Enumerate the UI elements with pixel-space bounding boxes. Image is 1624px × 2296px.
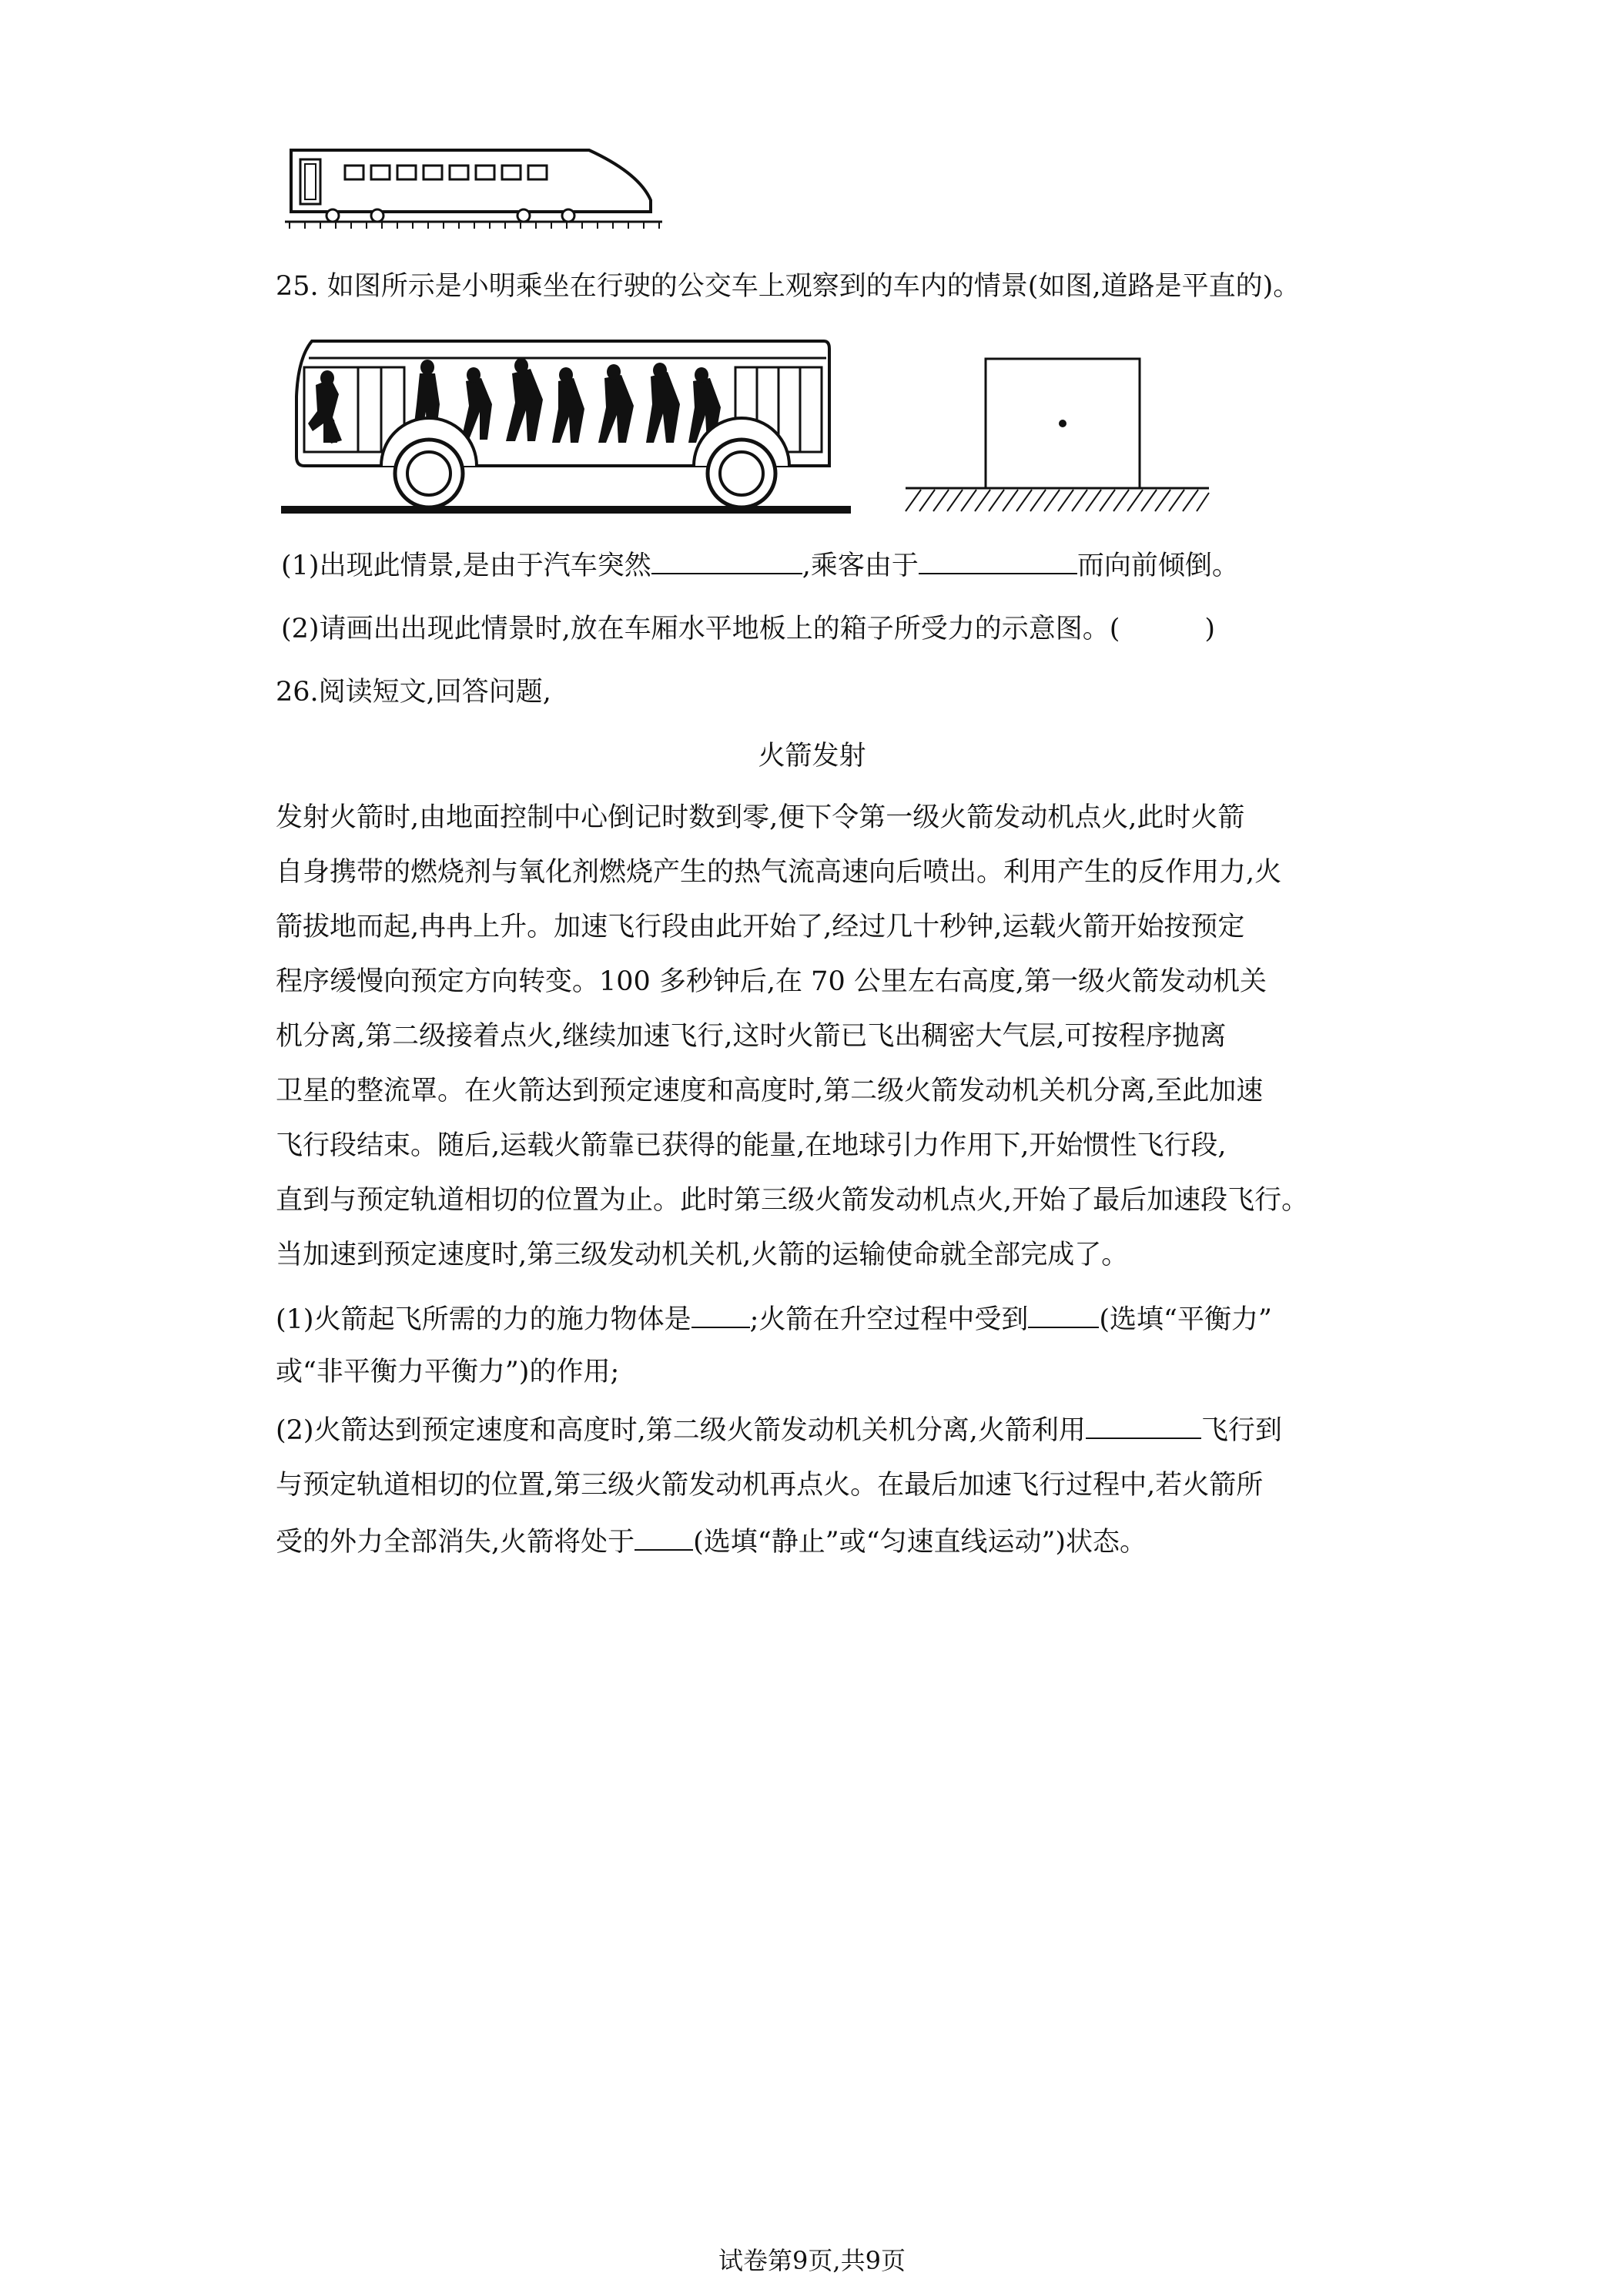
passage-title: 火箭发射 bbox=[758, 741, 866, 771]
q26-sub2-line2: 与预定轨道相切的位置,第三级火箭发动机再点火。在最后加速飞行过程中,若火箭所 bbox=[276, 1470, 1264, 1501]
passage-line: 飞行段结束。随后,运载火箭靠已获得的能量,在地球引力作用下,开始惯性飞行段, bbox=[276, 1130, 1227, 1161]
q26-sub1-text-c: (选填“平衡力” bbox=[1099, 1304, 1272, 1335]
q26-stem: 26.阅读短文,回答问题, bbox=[276, 677, 551, 708]
passage-line: 机分离,第二级接着点火,继续加速飞行,这时火箭已飞出稠密大气层,可按程序抛离 bbox=[276, 1021, 1227, 1052]
q25-stem: 25. 如图所示是小明乘坐在行驶的公交车上观察到的车内的情景(如图,道路是平直的)。 bbox=[276, 271, 1301, 302]
q25-sub1 bbox=[281, 547, 1239, 584]
q26-sub2-blank-2[interactable] bbox=[635, 1523, 693, 1551]
passage-line: 当加速到预定速度时,第三级发动机关机,火箭的运输使命就全部完成了。 bbox=[276, 1240, 1129, 1270]
page-footer: 试卷第9页,共9页 bbox=[718, 2246, 906, 2275]
q25-sub1-text-a: (1)出现此情景,是由于汽车突然 bbox=[281, 551, 651, 581]
q26-sub2-line1 bbox=[276, 1411, 1282, 1449]
q26-sub2-text-d: 受的外力全部消失,火箭将处于 bbox=[276, 1527, 635, 1558]
q26-sub2-line3 bbox=[276, 1523, 1147, 1561]
q26-sub2-text-b: 飞行到 bbox=[1200, 1415, 1282, 1446]
train-illustration bbox=[285, 142, 670, 231]
passage-line: 自身携带的燃烧剂与氧化剂燃烧产生的热气流高速向后喷出。利用产生的反作用力,火 bbox=[276, 857, 1282, 888]
q26-sub1-line1 bbox=[276, 1300, 1272, 1338]
q25-sub1-text-b: ,乘客由于 bbox=[802, 551, 919, 581]
q26-sub1-blank-1[interactable] bbox=[691, 1300, 750, 1328]
q26-sub1-text-b: ;火箭在升空过程中受到 bbox=[749, 1304, 1029, 1335]
q25-sub2-text-a: (2)请画出出现此情景时,放在车厢水平地板上的箱子所受力的示意图。( bbox=[281, 614, 1120, 644]
q25-sub1-text-c: 而向前倾倒。 bbox=[1077, 551, 1239, 581]
q26-sub1-blank-2[interactable] bbox=[1028, 1300, 1099, 1328]
q26-sub2-text-a: (2)火箭达到预定速度和高度时,第二级火箭发动机关机分离,火箭利用 bbox=[276, 1415, 1086, 1446]
passage-line: 发射火箭时,由地面控制中心倒记时数到零,便下令第一级火箭发动机点火,此时火箭 bbox=[276, 802, 1245, 833]
q25-sub2-text-b: ) bbox=[1204, 614, 1216, 644]
q26-sub2-blank-1[interactable] bbox=[1086, 1411, 1201, 1439]
q25-sub2 bbox=[281, 611, 1215, 648]
q26-sub2-text-e: (选填“静止”或“匀速直线运动”)状态。 bbox=[693, 1527, 1147, 1558]
passage-line: 直到与预定轨道相切的位置为止。此时第三级火箭发动机点火,开始了最后加速段飞行。 bbox=[276, 1185, 1309, 1216]
q26-sub1-line2: 或“非平衡力平衡力”)的作用; bbox=[276, 1357, 620, 1387]
q25-sub1-blank-2[interactable] bbox=[919, 547, 1077, 574]
q25-sub1-blank-1[interactable] bbox=[651, 547, 802, 574]
passage-line: 箭拔地而起,冉冉上升。加速飞行段由此开始了,经过几十秒钟,运载火箭开始按预定 bbox=[276, 912, 1245, 942]
bus-illustration bbox=[281, 327, 851, 520]
passage-line: 卫星的整流罩。在火箭达到预定速度和高度时,第二级火箭发动机关机分离,至此加速 bbox=[276, 1076, 1264, 1106]
box-on-floor-diagram bbox=[901, 354, 1217, 516]
q26-sub1-text-a: (1)火箭起飞所需的力的施力物体是 bbox=[276, 1304, 691, 1335]
passage-line: 程序缓慢向预定方向转变。100 多秒钟后,在 70 公里左右高度,第一级火箭发动机关 bbox=[276, 966, 1267, 997]
